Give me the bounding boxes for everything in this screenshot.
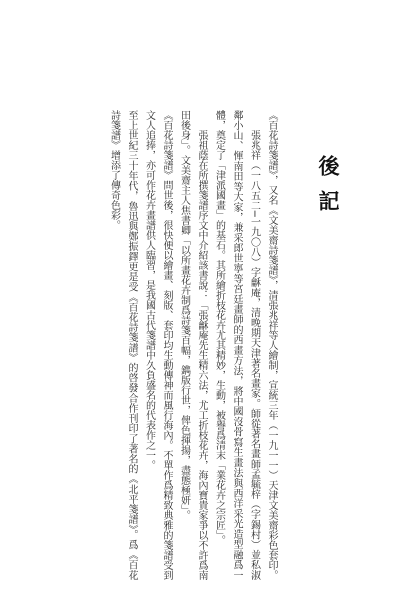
page-title: 後記: [316, 155, 341, 225]
paragraph: 張兆祥（一八五二─一九〇八）字龢庵，清晚期天津著名畫家。師從著名畫師孟毓梓（字錫村）並私淑鄰小山、惲南田等大家，兼采郎世寧等宮廷畫師的西畫方法，將中國沒骨寫生畫法與西洋采光造型融爲一體，奠定了「津派國畫」的基石。其所繪折枝花卉尤其精妙，生動，被譽爲清末「業花卉之宗匠」。: [213, 110, 260, 580]
afterword-body: [48, 110, 280, 580]
paragraph: 《百花詩箋譜》問世後，很快便以繪畫、刻版、套印均生動傳神而風行海內。不單作爲精致典雅的箋譜受到文人追捧，亦可作花卉畫譜供人臨習，是我國古代箋譜中久負盛名的代表作之一。: [143, 110, 172, 580]
paragraph: 張祖蔭在所撰箋譜序文中介紹該書說：「張龢庵先生精六法，尤工折枝花卉，海內寶貴家爭以不許爲南田後身」。文美齋主人焦書卿「以所畫花卉制爲詩箋百幅，鐫版行世，俾色揮揚，盡態極妍」。: [178, 110, 207, 580]
paragraph: 至上世紀三十年代，魯迅與鄭振鐸更是受《百花詩箋譜》的啓發合作刊印了著名的《北平箋譜》。爲《百花詩箋譜》增添了傳奇色彩。: [108, 110, 137, 580]
paragraph: 《百花詩箋譜》，又名《文美齋詩箋譜》，清張兆祥等人繪制，宣統三年（一九一一）天津文美齋彩色套印。: [266, 110, 277, 580]
